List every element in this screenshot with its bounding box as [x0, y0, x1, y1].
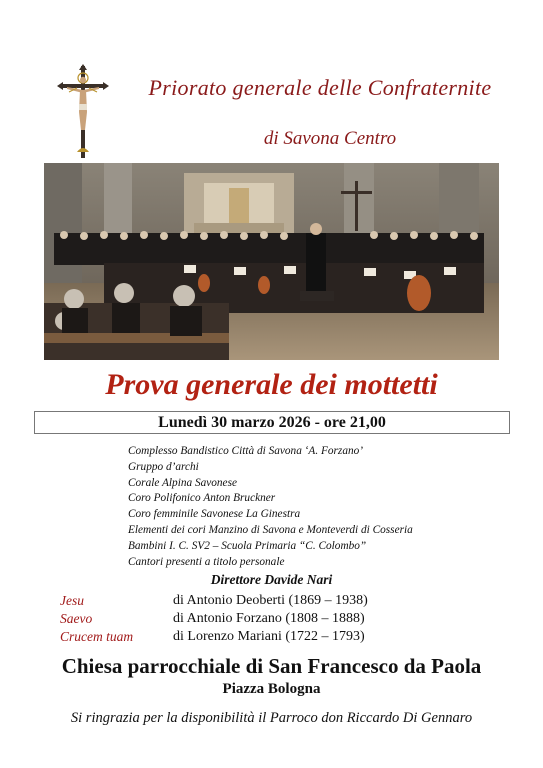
piece-author: di Antonio Forzano (1808 – 1888): [173, 611, 365, 626]
acknowledgement: Si ringrazia per la disponibilità il Parroco don Riccardo Di Gennaro: [70, 710, 473, 726]
program-item: [60, 593, 500, 611]
crucifix-icon: [55, 64, 111, 160]
program-item: [60, 629, 500, 647]
program-list: [60, 593, 500, 647]
venue-square: Piazza Bologna: [222, 681, 321, 697]
list-item: Coro Polifonico Anton Bruckner: [128, 492, 276, 505]
list-item: Bambini I. C. SV2 – Scuola Primaria “C. Colombo”: [128, 539, 367, 552]
performer-list: [128, 444, 528, 570]
list-item: Coro femminile Savonese La Ginestra: [128, 508, 301, 521]
organization-subtitle: di Savona Centro: [263, 128, 397, 149]
organization-title: Priorato generale delle Confraternite: [148, 75, 492, 100]
piece-title: Crucem tuam: [60, 629, 134, 644]
event-date: Lunedì 30 marzo 2026 - ore 21,00: [34, 411, 510, 434]
list-item: Gruppo d’archi: [128, 460, 199, 473]
event-title: Prova generale dei mottetti: [105, 368, 438, 401]
list-item: Cantori presenti a titolo personale: [128, 555, 285, 568]
director-name: Direttore Davide Nari: [210, 572, 333, 587]
piece-title: Jesu: [60, 593, 84, 608]
piece-author: di Antonio Deoberti (1869 – 1938): [173, 593, 368, 608]
list-item: Complesso Bandistico Città di Savona ‘A. Forzano’: [128, 445, 364, 457]
orchestra-concert-photo: [44, 163, 499, 360]
program-item: [60, 611, 500, 629]
piece-author: di Lorenzo Mariani (1722 – 1793): [173, 629, 365, 644]
piece-title: Saevo: [60, 611, 93, 626]
list-item: Elementi dei cori Manzino di Savona e Monteverdi di Cosseria: [128, 523, 413, 536]
list-item: Corale Alpina Savonese: [128, 476, 237, 489]
venue-church: Chiesa parrocchiale di San Francesco da Paola: [61, 654, 482, 678]
